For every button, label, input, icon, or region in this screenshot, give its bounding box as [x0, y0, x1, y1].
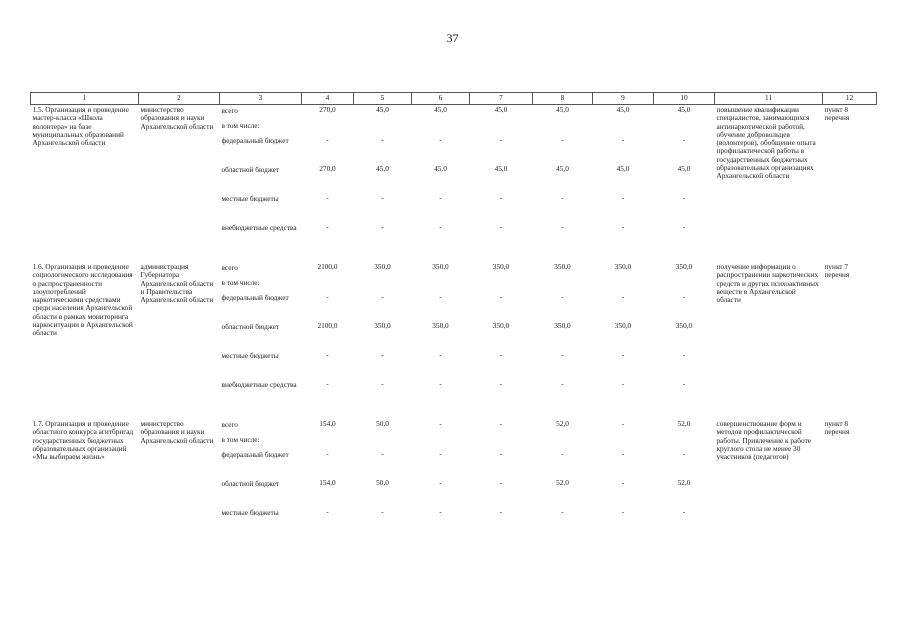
funding-value [302, 434, 354, 449]
funding-value: - [621, 419, 625, 428]
list-reference-cell: пункт 7 перечня [824, 262, 850, 280]
funding-value [470, 277, 533, 292]
activity-name-cell: 1.7. Организация и проведение областного конкурса агитбригад государственных бюджетных образовательных организаций «Мы выбираем жизнь» [32, 419, 134, 462]
funding-value: 350,0 [675, 262, 693, 271]
funding-value: 45,0 [677, 105, 691, 114]
funding-source-label: всего [221, 263, 238, 272]
funding-value: 45,0 [494, 164, 508, 173]
funding-value: - [561, 507, 564, 516]
funding-value: - [561, 449, 564, 458]
funding-value: 154,0 [319, 478, 336, 487]
funding-value: - [682, 292, 686, 301]
funding-value [654, 277, 715, 292]
activity-name-cell: 1.5. Организация и проведение мастер-класса «Школа волонтера» на базе муниципальных образований Архангельской области [32, 105, 129, 148]
funding-value: - [561, 379, 564, 388]
funding-values-cell [654, 262, 715, 409]
funding-values-cell [533, 105, 593, 253]
funding-values-cell [302, 262, 354, 409]
funding-value: - [499, 193, 503, 202]
funding-value [654, 434, 715, 449]
header-cell: 11 [715, 93, 823, 105]
funding-value [354, 277, 412, 292]
funding-value: - [621, 350, 625, 359]
funding-value: - [439, 507, 442, 516]
funding-values-cell [654, 419, 715, 537]
funding-value: - [439, 350, 442, 359]
funding-value: - [499, 350, 503, 359]
funding-value: - [439, 379, 442, 388]
funding-source-label: областной бюджет [221, 165, 280, 174]
funding-value: 45,0 [376, 164, 389, 173]
funding-value [302, 120, 354, 135]
funding-value: - [439, 135, 442, 144]
funding-value [654, 120, 715, 135]
funding-value [533, 277, 593, 292]
funding-value: 52,0 [677, 419, 691, 428]
funding-value: 154,0 [319, 419, 336, 428]
funding-value [593, 277, 654, 292]
funding-value: 350,0 [432, 262, 449, 271]
funding-value: - [499, 478, 503, 487]
funding-value: 45,0 [677, 164, 691, 173]
funding-value: - [682, 222, 686, 231]
table-row [31, 262, 877, 409]
page-number: 37 [446, 31, 459, 45]
funding-values-cell [470, 262, 533, 409]
funding-value: - [381, 292, 384, 301]
funding-source-label: федеральный бюджет [221, 450, 289, 459]
header-cell: 3 [220, 93, 302, 105]
funding-source-label: в том числе: [221, 121, 260, 130]
funding-value [470, 120, 533, 135]
funding-value: - [682, 350, 686, 359]
funding-values-cell [654, 105, 715, 253]
funding-value: 45,0 [556, 164, 569, 173]
funding-value: - [381, 135, 384, 144]
funding-sources-cell [220, 262, 302, 409]
funding-values-cell [354, 419, 412, 537]
funding-sources-cell [220, 419, 302, 537]
funding-value [593, 120, 654, 135]
funding-value: - [381, 350, 384, 359]
funding-values-cell [412, 419, 470, 537]
funding-value: - [439, 449, 442, 458]
funding-value [533, 434, 593, 449]
funding-value: - [621, 222, 625, 231]
funding-value [412, 277, 470, 292]
funding-value: 52,0 [556, 419, 569, 428]
funding-value: - [682, 135, 686, 144]
funding-value: - [621, 292, 625, 301]
funding-value: - [326, 222, 329, 231]
funding-value: - [499, 449, 503, 458]
funding-values-cell [533, 419, 593, 537]
list-reference-cell: пункт 8 перечня [824, 105, 850, 123]
funding-value: - [561, 193, 564, 202]
funding-source-label: в том числе: [221, 435, 260, 444]
table-row [31, 419, 877, 537]
funding-value: 50,0 [376, 419, 389, 428]
funding-value: - [682, 379, 686, 388]
funding-value: - [621, 193, 625, 202]
row-spacer [31, 252, 877, 262]
header-cell: 10 [654, 93, 715, 105]
funding-value [354, 120, 412, 135]
funding-value: 350,0 [614, 321, 632, 330]
funding-values-cell [593, 419, 654, 537]
header-cell: 9 [593, 93, 654, 105]
funding-values-cell [470, 105, 533, 253]
row-spacer-cell [31, 409, 877, 419]
funding-value [470, 434, 533, 449]
funding-source-label: всего [221, 420, 238, 429]
funding-value: 350,0 [492, 262, 510, 271]
funding-value: 350,0 [374, 321, 391, 330]
funding-value [354, 434, 412, 449]
funding-value: - [326, 292, 329, 301]
funding-value: 45,0 [494, 105, 508, 114]
list-reference-cell: пункт 8 перечня [824, 419, 850, 437]
funding-value: 270,0 [319, 164, 336, 173]
funding-value: 350,0 [492, 321, 510, 330]
funding-value [302, 277, 354, 292]
header-cell: 4 [302, 93, 354, 105]
funding-sources-cell [220, 105, 302, 253]
funding-source-label: федеральный бюджет [221, 136, 289, 145]
funding-value: 350,0 [554, 262, 571, 271]
funding-value: - [326, 379, 329, 388]
funding-value: - [326, 350, 329, 359]
funding-value: - [561, 350, 564, 359]
funding-values-cell [593, 105, 654, 253]
header-cell: 1 [31, 93, 139, 105]
funding-value [412, 434, 470, 449]
program-table [30, 92, 877, 537]
table-row [31, 105, 877, 253]
funding-value: 2100,0 [317, 321, 338, 330]
funding-values-cell [302, 419, 354, 537]
funding-value: - [326, 449, 329, 458]
funding-value: 45,0 [376, 105, 389, 114]
funding-value: - [381, 379, 384, 388]
funding-value: - [381, 193, 384, 202]
funding-value: - [561, 222, 564, 231]
funding-value: - [499, 222, 503, 231]
funding-values-cell [593, 262, 654, 409]
funding-value: - [381, 222, 384, 231]
funding-value: - [381, 507, 384, 516]
funding-value: - [439, 478, 442, 487]
funding-value: - [682, 507, 686, 516]
funding-source-label: федеральный бюджет [221, 293, 289, 302]
executor-cell: министерство образования и науки Архангельской области [140, 419, 214, 445]
funding-values-cell [470, 419, 533, 537]
funding-source-label: местные бюджеты [221, 194, 279, 203]
funding-value: 45,0 [616, 105, 630, 114]
funding-value: - [682, 193, 686, 202]
funding-value: - [326, 135, 329, 144]
funding-values-cell [412, 105, 470, 253]
funding-value: 350,0 [614, 262, 632, 271]
funding-value: - [439, 419, 442, 428]
row-spacer [31, 409, 877, 419]
funding-value: 50,0 [376, 478, 389, 487]
funding-value: - [621, 379, 625, 388]
funding-values-cell [412, 262, 470, 409]
funding-source-label: областной бюджет [221, 479, 280, 488]
funding-value: 350,0 [374, 262, 391, 271]
funding-value: - [439, 292, 442, 301]
funding-source-label: внебюджетные средства [221, 223, 297, 232]
activity-name-cell: 1.6. Организация и проведение социологического исследования о распространенности злоупотреблений наркотическими средствами среди населения Архангельской области в рамках мониторинга наркоситуации в Архангельской области [32, 262, 133, 338]
funding-value: - [326, 507, 329, 516]
funding-value: - [621, 478, 625, 487]
funding-value: - [561, 135, 564, 144]
funding-value: - [621, 135, 625, 144]
executor-cell: администрация Губернатора Архангельской области и Правительства Архангельской области [140, 262, 214, 305]
expected-result-cell: повышение квалификации специалистов, занимающихся антинаркотической работой, обучение добровольцев (волонтеров), обобщение опыта профилактической работы в государственных бюджетных образовательных организациях Архангельской области [716, 105, 816, 181]
funding-values-cell [302, 105, 354, 253]
funding-value: 2100,0 [317, 262, 338, 271]
funding-value [593, 434, 654, 449]
funding-source-label: областной бюджет [221, 322, 280, 331]
funding-value: - [326, 193, 329, 202]
header-cell: 2 [139, 93, 220, 105]
funding-value: - [682, 449, 686, 458]
funding-value: 45,0 [616, 164, 630, 173]
funding-value: - [499, 292, 503, 301]
expected-result-cell: совершенствование форм и методов профилактической работы. Привлечение к работе круглого стола не менее 30 участников (педагогов) [716, 419, 811, 462]
expected-result-cell: получение информации о распространении наркотических средств и других психоактивных веществ в Архангельской области [716, 262, 819, 305]
header-cell: 6 [412, 93, 470, 105]
funding-value: - [561, 292, 564, 301]
funding-value: - [499, 379, 503, 388]
funding-value: 45,0 [434, 164, 447, 173]
funding-value: 350,0 [432, 321, 449, 330]
funding-source-label: в том числе: [221, 278, 260, 287]
executor-cell: министерство образования и науки Архангельской области [140, 105, 214, 131]
funding-values-cell [354, 105, 412, 253]
funding-source-label: местные бюджеты [221, 508, 279, 517]
funding-value: - [621, 449, 625, 458]
funding-value: - [439, 222, 442, 231]
funding-value: - [499, 419, 503, 428]
funding-value: 45,0 [556, 105, 569, 114]
header-cell: 12 [823, 93, 877, 105]
funding-value: 45,0 [434, 105, 447, 114]
header-cell: 7 [470, 93, 533, 105]
funding-values-cell [354, 262, 412, 409]
funding-source-label: местные бюджеты [221, 351, 279, 360]
funding-value: - [499, 135, 503, 144]
funding-value: - [381, 449, 384, 458]
funding-value: - [621, 507, 625, 516]
funding-value: 52,0 [677, 478, 691, 487]
funding-value [533, 120, 593, 135]
row-spacer-cell [31, 252, 877, 262]
funding-values-cell [533, 262, 593, 409]
header-cell: 5 [354, 93, 412, 105]
funding-value: 52,0 [556, 478, 569, 487]
header-cell: 8 [533, 93, 593, 105]
funding-value [412, 120, 470, 135]
funding-source-label: внебюджетные средства [221, 380, 297, 389]
table-header-row [31, 93, 877, 105]
funding-value: 350,0 [675, 321, 693, 330]
funding-value: 270,0 [319, 105, 336, 114]
funding-source-label: всего [221, 106, 238, 115]
funding-value: - [439, 193, 442, 202]
funding-value: 350,0 [554, 321, 571, 330]
funding-value: - [499, 507, 503, 516]
